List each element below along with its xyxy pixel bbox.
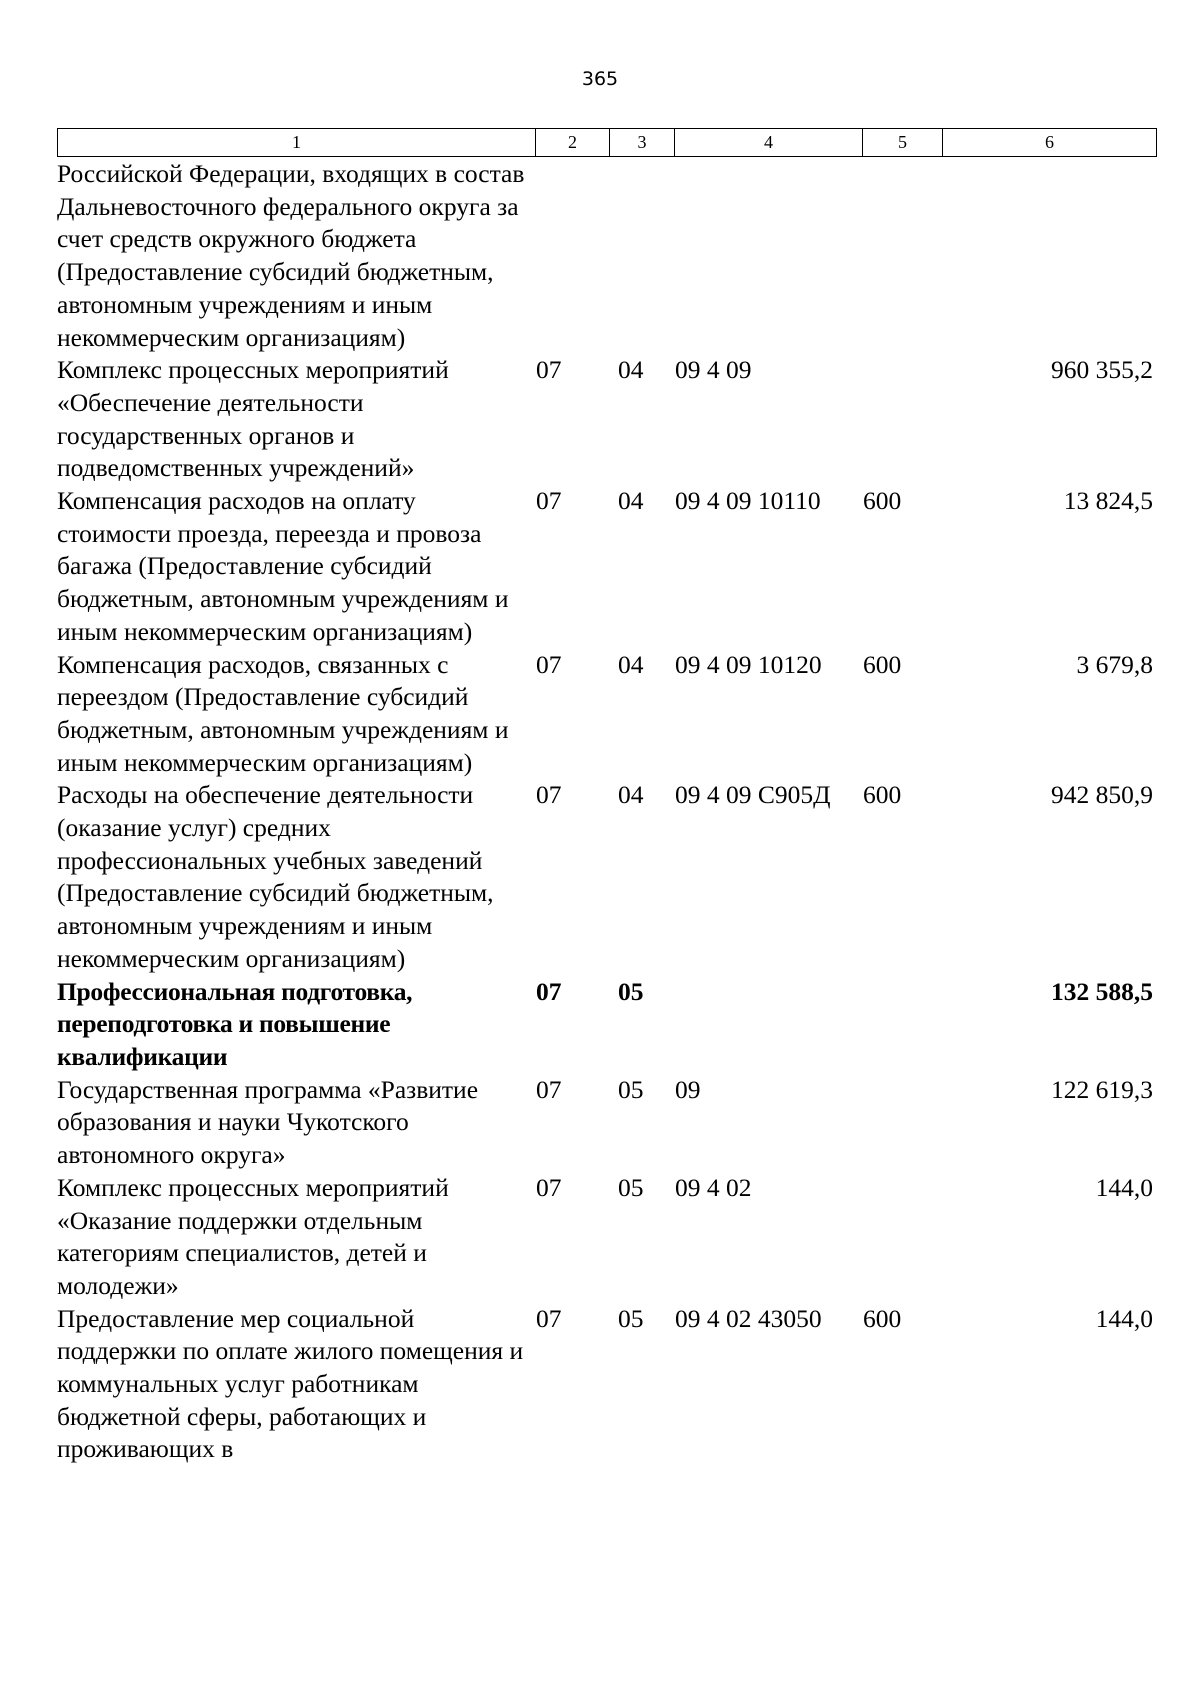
- table-row: [57, 1172, 1155, 1303]
- column-header: 2: [536, 129, 610, 156]
- expense-type-code: 600: [863, 649, 902, 679]
- section-code: 07: [536, 355, 562, 385]
- target-article-code: 09 4 09 10120: [675, 649, 822, 679]
- amount: [942, 158, 1155, 354]
- expense-name: Государственная программа «Развитие образования и науки Чукотского автономного округа»: [57, 1074, 479, 1170]
- expense-type-code: [862, 976, 942, 1074]
- section-code: 07: [536, 1074, 562, 1104]
- subsection-code: [609, 158, 674, 354]
- table-row: [57, 158, 1155, 354]
- table-row: [57, 649, 1155, 780]
- target-article-code: 09 4 02 43050: [675, 1303, 822, 1333]
- target-article-code: 09 4 09 С905Д: [675, 780, 831, 810]
- amount: 13 824,5: [1063, 486, 1153, 516]
- section-code: 07: [536, 1303, 562, 1333]
- column-header: 1: [58, 129, 536, 156]
- table-row: [57, 354, 1155, 485]
- expense-name: Предоставление мер социальной поддержки по оплате жилого помещения и коммунальных услуг работникам бюджетной сферы, работающих и проживающих в: [57, 1303, 524, 1464]
- section-code: 07: [536, 486, 562, 516]
- expense-type-code: [862, 158, 942, 354]
- table-body: [57, 158, 1155, 1466]
- expense-type-code: 600: [863, 1303, 902, 1333]
- amount: 3 679,8: [1076, 649, 1153, 679]
- column-header: 5: [863, 129, 943, 156]
- subsection-code: 04: [618, 355, 644, 385]
- section-code: 07: [536, 649, 562, 679]
- subsection-code: 04: [618, 780, 644, 810]
- expense-type-code: 600: [863, 780, 902, 810]
- expense-type-code: [862, 1074, 942, 1172]
- subsection-code: 05: [618, 1303, 644, 1333]
- target-article-code: 09 4 09: [675, 355, 752, 385]
- target-article-code: [674, 976, 862, 1074]
- target-article-code: 09 4 09 10110: [675, 486, 821, 516]
- table-row: [57, 779, 1155, 975]
- subsection-code: 05: [618, 1172, 644, 1202]
- target-article-code: 09: [675, 1074, 701, 1104]
- target-article-code: [674, 158, 862, 354]
- table-header: [57, 128, 1157, 157]
- page-number: 365: [581, 68, 619, 90]
- section-code: 07: [536, 1172, 562, 1202]
- subsection-code: 04: [618, 649, 644, 679]
- table-row: [57, 1074, 1155, 1172]
- expense-name: Российской Федерации, входящих в состав Дальневосточного федерального округа за счет средств окружного бюджета (Предоставление субсидий бюджетным, автономным учреждениям и иным некоммерческим организациям): [57, 159, 525, 352]
- expense-name: Компенсация расходов, связанных с переездом (Предоставление субсидий бюджетным, автономным учреждениям и иным некоммерческим организациям): [57, 649, 509, 777]
- section-code: 07: [536, 976, 562, 1006]
- subsection-code: 05: [618, 1074, 644, 1104]
- expense-name: Комплекс процессных мероприятий «Обеспечение деятельности государственных органов и подведомственных учреждений»: [57, 355, 449, 483]
- amount: 144,0: [1095, 1303, 1153, 1333]
- expense-name: Профессиональная подготовка, переподготовка и повышение квалификации: [57, 976, 413, 1071]
- column-header: 6: [1045, 132, 1054, 152]
- expense-name: Компенсация расходов на оплату стоимости проезда, переезда и провоза багажа (Предоставление субсидий бюджетным, автономным учреждениям и иным некоммерческим организациям): [57, 486, 509, 646]
- expense-type-code: [862, 1172, 942, 1303]
- expense-type-code: [862, 354, 942, 485]
- amount: 144,0: [1095, 1172, 1153, 1202]
- expense-type-code: 600: [863, 486, 902, 516]
- amount: 960 355,2: [1051, 355, 1153, 385]
- table-row: [57, 1303, 1155, 1467]
- column-header: 3: [610, 129, 675, 156]
- subsection-code: 05: [618, 976, 644, 1006]
- amount: 132 588,5: [1051, 976, 1153, 1006]
- section-code: [535, 158, 609, 354]
- table-row-section-total: [57, 976, 1155, 1074]
- section-code: 07: [536, 780, 562, 810]
- expense-name: Расходы на обеспечение деятельности (оказание услуг) средних профессиональных учебных заведений (Предоставление субсидий бюджетным, автономным учреждениям и иным некоммерческим организациям): [57, 780, 494, 973]
- expense-name: Комплекс процессных мероприятий «Оказание поддержки отдельным категориям специалистов, детей и молодежи»: [57, 1172, 449, 1300]
- column-header: 4: [675, 129, 863, 156]
- amount: 122 619,3: [1051, 1074, 1153, 1104]
- subsection-code: 04: [618, 486, 644, 516]
- amount: 942 850,9: [1051, 780, 1153, 810]
- table-row: [57, 485, 1155, 649]
- target-article-code: 09 4 02: [675, 1172, 752, 1202]
